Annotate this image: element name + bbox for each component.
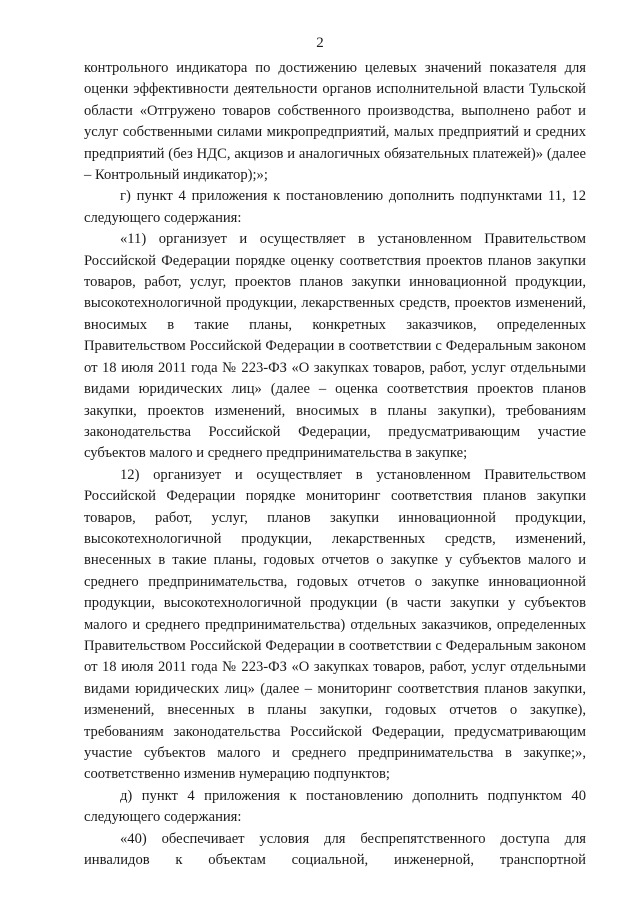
paragraph-continuation: контрольного индикатора по достижению целевых значений показателя для оценки эффективности деятельности органов исполнительной власти Тульской области «Отгружено товаров собственного производства, выполнено работ и услуг собственными силами микропредприятий, малых предприятий и средних предприятий (без НДС, акцизов и аналогичных обязательных платежей)» (далее – Контрольный индикатор);»; (84, 60, 586, 184)
paragraph-item-g: г) пункт 4 приложения к постановлению дополнить подпунктами 11, 12 следующего содержания: (84, 188, 586, 226)
document-body (84, 58, 586, 871)
paragraph-subitem-40: «40) обеспечивает условия для беспрепятственного доступа для инвалидов к объектам социальной, инженерной, транспортной (84, 830, 586, 869)
page-number: 2 (316, 35, 324, 51)
paragraph-subitem-11: «11) организует и осуществляет в установленном Правительством Российской Федерации порядке оценку соответствия проектов планов закупки товаров, работ, услуг, проектов планов закупки инновационной продукции, высокотехнологичной продукции, лекарственных средств, проектов изменений, вносимых в такие планы, конкретных заказчиков, определенных Правительством Российской Федерации в соответствии с Федеральным законом от 18 июля 2011 года № 223-ФЗ «О закупках товаров, работ, услуг отдельными видами юридических лиц» (далее – оценка соответствия проектов планов закупки, проектов изменений, вносимых в планы закупки), требованиям законодательства Российской Федерации, предусматривающим участие субъектов малого и среднего предпринимательства в закупке; (84, 231, 586, 462)
paragraph-item-d: д) пункт 4 приложения к постановлению дополнить подпунктом 40 следующего содержания: (84, 787, 586, 826)
paragraph-subitem-12: 12) организует и осуществляет в установленном Правительством Российской Федерации порядке мониторинг соответствия планов закупки товаров, работ, услуг, планов закупки инновационной продукции, высокотехнологичной продукции, лекарственных средств, изменений, внесенных в такие планы, годовых отчетов о закупке у субъектов малого и среднего предпринимательства, годовых отчетов о закупке инновационной продукции, высокотехнологичной продукции (в части закупки у субъектов малого и среднего предпринимательства) отдельных заказчиков, определенных Правительством Российской Федерации в соответствии с Федеральным законом от 18 июля 2011 года № 223-ФЗ «О закупках товаров, работ, услуг отдельными видами юридических лиц» (далее – мониторинг соответствия планов закупки, изменений, внесенных в планы закупки, годовых отчетов о закупке), требованиям законодательства Российской Федерации, предусматривающим участие субъектов малого и среднего предпринимательства в закупке;», соответственно изменив нумерацию подпунктов; (84, 466, 586, 783)
